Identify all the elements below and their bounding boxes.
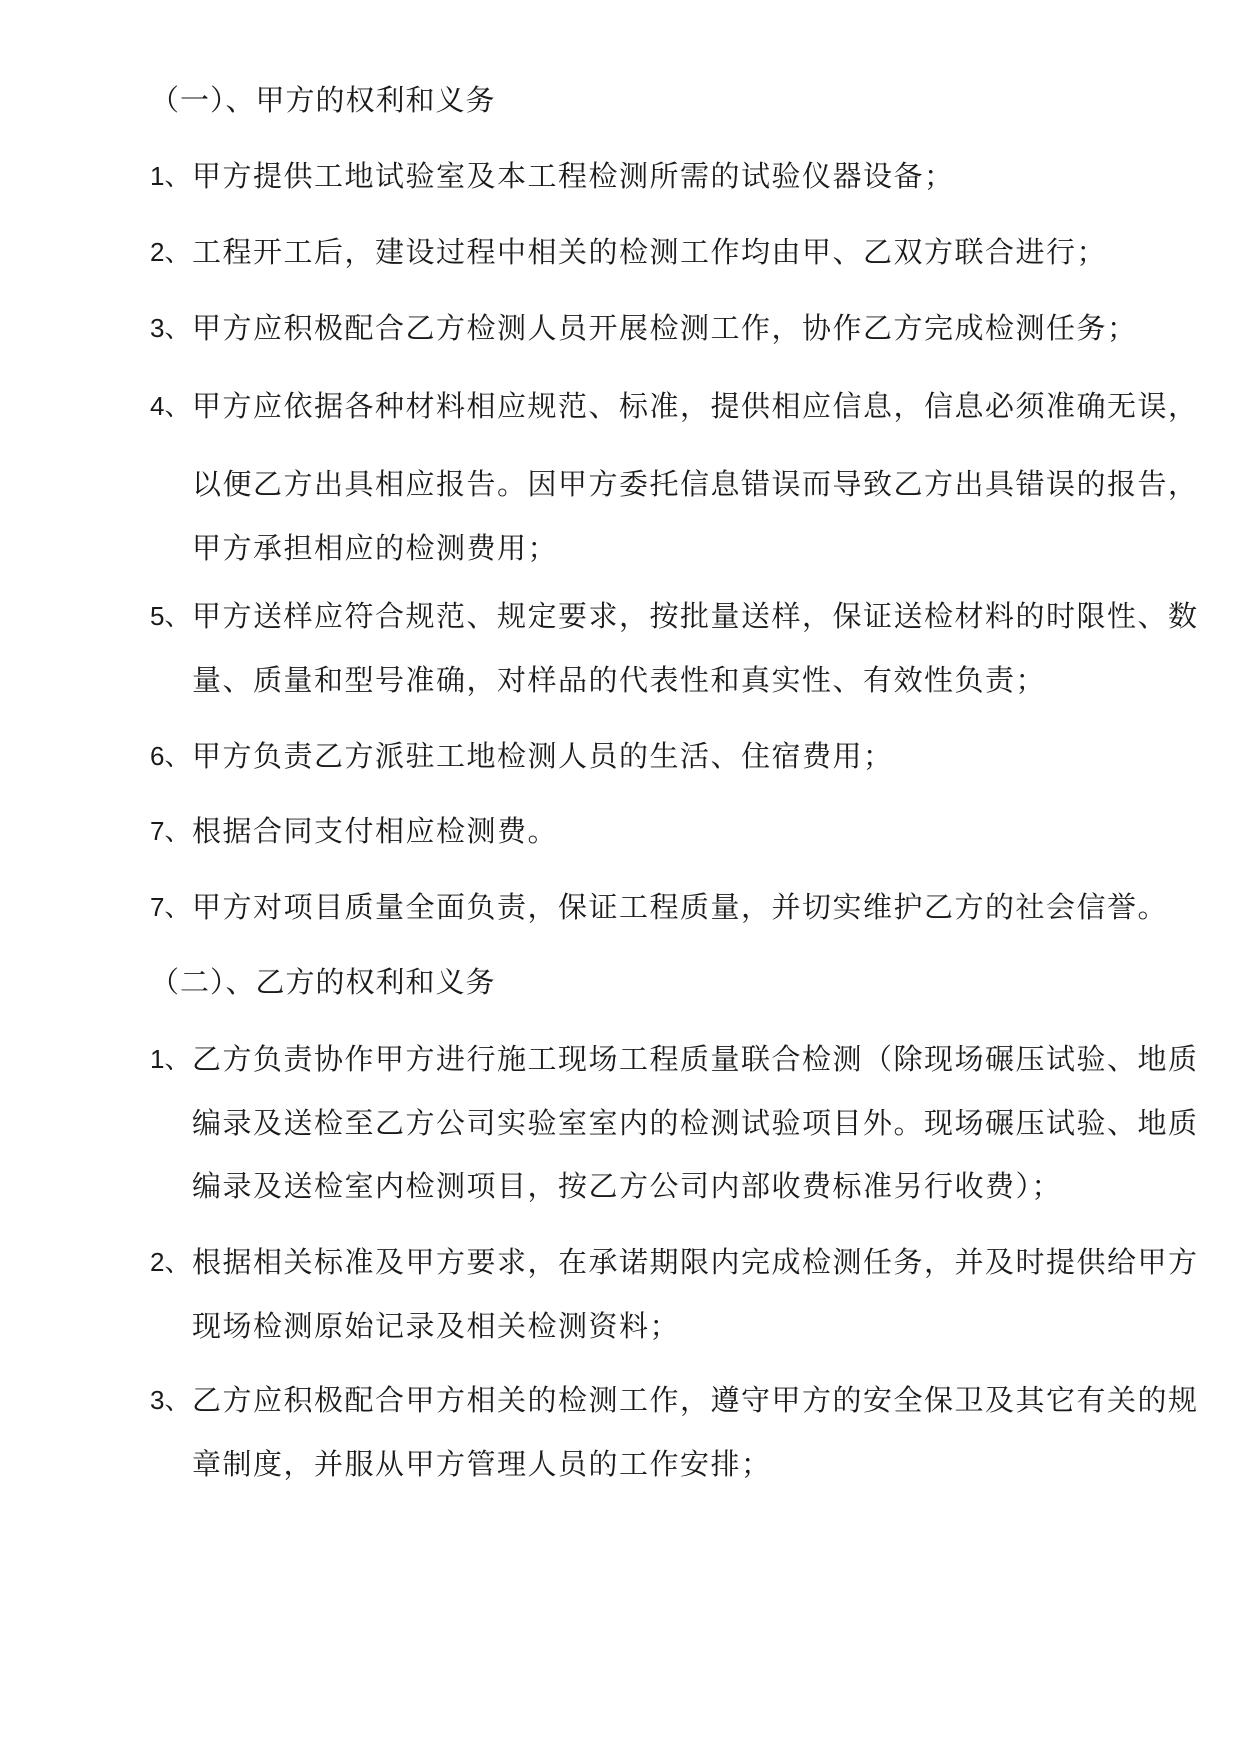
item-number: 4、 [150, 391, 191, 421]
item-number: 6、 [150, 741, 191, 771]
item-number: 1、 [150, 161, 191, 191]
item-number: 7、 [150, 892, 191, 922]
item-text-line: 编录及送检室内检测项目，按乙方公司内部收费标准另行收费）； [192, 1169, 1063, 1203]
item-text-line: 甲方应积极配合乙方检测人员开展检测工作，协作乙方完成检测任务； [192, 311, 1138, 345]
item-text-line: 根据相关标准及甲方要求，在承诺期限内完成检测任务，并及时提供给甲方 [192, 1245, 1199, 1279]
item-text-line: 根据合同支付相应检测费。 [192, 814, 559, 848]
item-number: 2、 [150, 1247, 191, 1277]
item-text-line: 以便乙方出具相应报告。因甲方委托信息错误而导致乙方出具错误的报告， [192, 467, 1199, 501]
item-number: 1、 [150, 1044, 191, 1074]
item-number: 3、 [150, 313, 191, 343]
item-text-line: 甲方提供工地试验室及本工程检测所需的试验仪器设备； [192, 159, 955, 193]
item-number: 3、 [150, 1385, 191, 1415]
item-text-line: 章制度，并服从甲方管理人员的工作安排； [192, 1447, 772, 1481]
item-number: 2、 [150, 237, 191, 267]
item-number: 5、 [150, 601, 191, 631]
item-text-line: 甲方对项目质量全面负责，保证工程质量，并切实维护乙方的社会信誉。 [192, 890, 1169, 924]
section-heading-party-a: （一）、甲方的权利和义务 [150, 83, 496, 117]
item-text-line: 编录及送检至乙方公司实验室室内的检测试验项目外。现场碾压试验、地质 [192, 1106, 1199, 1140]
item-text-line: 量、质量和型号准确，对样品的代表性和真实性、有效性负责； [192, 663, 1047, 697]
item-text-line: 甲方送样应符合规范、规定要求，按批量送样，保证送检材料的时限性、数 [192, 599, 1199, 633]
item-text-line: 现场检测原始记录及相关检测资料； [192, 1309, 681, 1343]
item-text-line: 甲方应依据各种材料相应规范、标准，提供相应信息，信息必须准确无误， [192, 389, 1199, 423]
item-text-line: 乙方应积极配合甲方相关的检测工作，遵守甲方的安全保卫及其它有关的规 [192, 1383, 1199, 1417]
item-text-line: 甲方负责乙方派驻工地检测人员的生活、住宿费用； [192, 739, 894, 773]
item-text-line: 工程开工后，建设过程中相关的检测工作均由甲、乙双方联合进行； [192, 235, 1108, 269]
item-number: 7、 [150, 816, 191, 846]
section-heading-party-b: （二）、乙方的权利和义务 [150, 965, 496, 999]
item-text-line: 乙方负责协作甲方进行施工现场工程质量联合检测（除现场碾压试验、地质 [192, 1042, 1199, 1076]
item-text-line: 甲方承担相应的检测费用； [192, 531, 559, 565]
